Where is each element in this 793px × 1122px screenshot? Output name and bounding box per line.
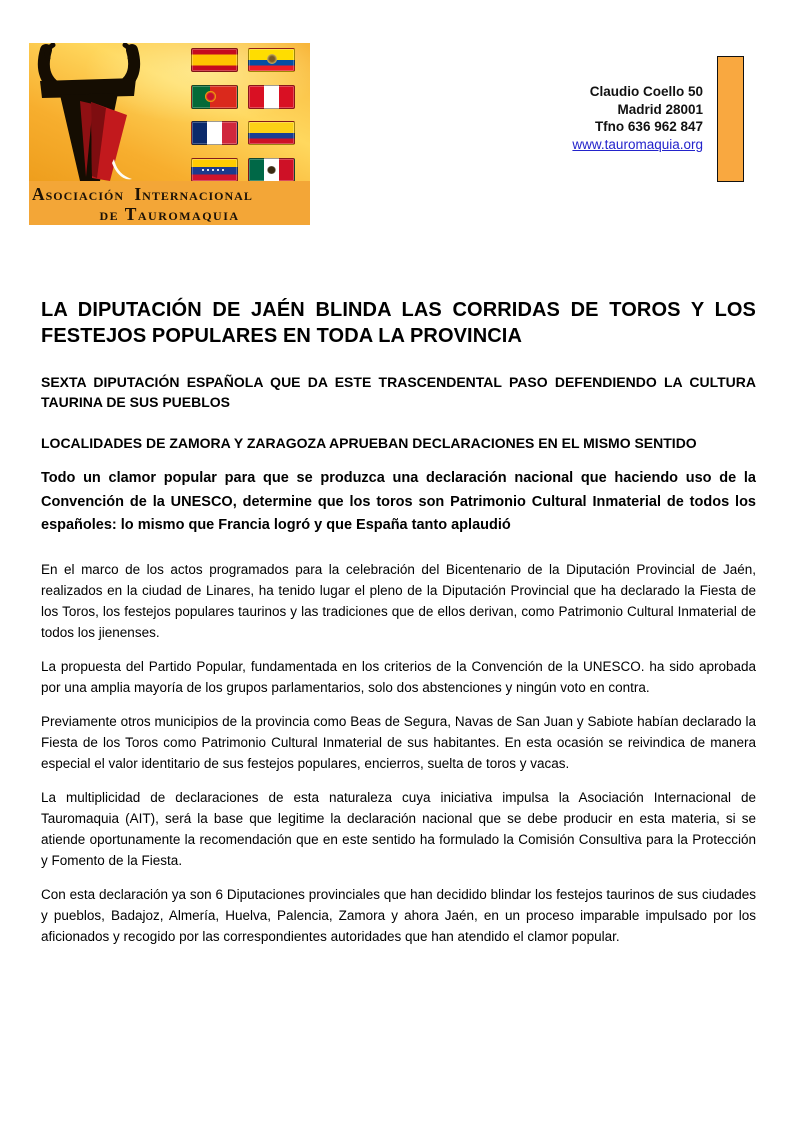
logo-artwork <box>29 43 310 181</box>
contact-phone: Tfno 636 962 847 <box>594 119 703 134</box>
flag-france-icon <box>191 121 238 145</box>
org-name-banner <box>29 181 310 225</box>
body-paragraph-4: La multiplicidad de declaraciones de esta naturaleza cuya iniciativa impulsa la Asociación Internacional de Tauromaquia (AIT), será la base que legitime la declaración nacional que se debe producir en esta materia, si se atiende oportunamente la recomendación que en este sentido ha formulado la Comisión Consultiva para la Protección y Fomento de la Fiesta. <box>41 789 756 868</box>
body-paragraph-3: Previamente otros municipios de la provincia como Beas de Segura, Navas de San Juan y Sabiote habían declarado la Fiesta de los Toros como Patrimonio Cultural Inmaterial de sus habitantes. En esta ocasión se reivindica de manera especial el valor identitario de sus festejos populares, encierros, suelta de toros y vacas. <box>41 713 756 771</box>
mexico-flag-emblem <box>267 166 276 174</box>
flags-grid <box>191 48 295 182</box>
flag-colombia-icon <box>248 121 295 145</box>
lead-paragraph: Todo un clamor popular para que se produzca una declaración nacional que haciendo uso de la Convención de la UNESCO, determine que los toros son Patrimonio Cultural Inmaterial de todos los españoles: lo mismo que Francia logró y que España tanto aplaudió <box>41 470 756 533</box>
headline: LA DIPUTACIÓN DE JAÉN BLINDA LAS CORRIDAS DE TOROS Y LOS FESTEJOS POPULARES EN TODA LA PROVINCIA <box>41 299 756 347</box>
contact-block <box>383 83 703 153</box>
flag-mexico-icon <box>248 158 295 182</box>
flag-ecuador-icon <box>248 48 295 72</box>
portugal-flag-emblem <box>205 91 216 102</box>
body-paragraph-2: La propuesta del Partido Popular, fundamentada en los criterios de la Convención de la UNESCO. ha sido aprobada por una amplia mayoría de los grupos parlamentarios, solo dos abstenciones y ningún voto en contra. <box>41 658 756 695</box>
bull-and-cape-icon <box>29 43 189 181</box>
flag-portugal-icon <box>191 85 238 109</box>
contact-city: Madrid 28001 <box>617 101 703 117</box>
website-link[interactable]: www.tauromaquia.org <box>572 136 703 152</box>
flag-venezuela-icon <box>191 158 238 182</box>
subheadline-1: SEXTA DIPUTACIÓN ESPAÑOLA QUE DA ESTE TRASCENDENTAL PASO DEFENDIENDO LA CULTURA TAURINA DE SUS PUEBLOS <box>41 374 756 410</box>
orange-bar-decoration <box>717 56 744 182</box>
flag-peru-icon <box>248 85 295 109</box>
body-paragraph-5: Con esta declaración ya son 6 Diputaciones provinciales que han decidido blindar los festejos taurinos de sus ciudades y pueblos, Badajoz, Almería, Huelva, Palencia, Zamora y ahora Jaén, en un proceso imparable impulsado por los aficionados y recogido por las correspondientes autoridades que han atendido el clamor popular. <box>41 886 756 944</box>
ecuador-flag-emblem <box>267 54 277 64</box>
article-body <box>41 297 756 960</box>
body-paragraph-1: En el marco de los actos programados para la celebración del Bicentenario de la Diputación Provincial de Jaén, realizados en la ciudad de Linares, ha tenido lugar el pleno de la Diputación Provincial que ha declarado la Fiesta de los Toros, los festejos populares taurinos y las tradiciones que de ellos derivan, como Patrimonio Cultural Inmaterial de todos los jienenses. <box>41 561 756 640</box>
subheadline-2: LOCALIDADES DE ZAMORA Y ZARAGOZA APRUEBAN DECLARACIONES EN EL MISMO SENTIDO <box>41 435 697 451</box>
flag-spain-icon <box>191 48 238 72</box>
venezuela-flag-emblem <box>202 169 227 171</box>
org-name-line2: de Tauromaquia <box>99 204 240 224</box>
organization-logo <box>29 43 310 225</box>
contact-address: Claudio Coello 50 <box>589 84 703 99</box>
org-name-line1: Asociación Internacional <box>32 184 253 204</box>
